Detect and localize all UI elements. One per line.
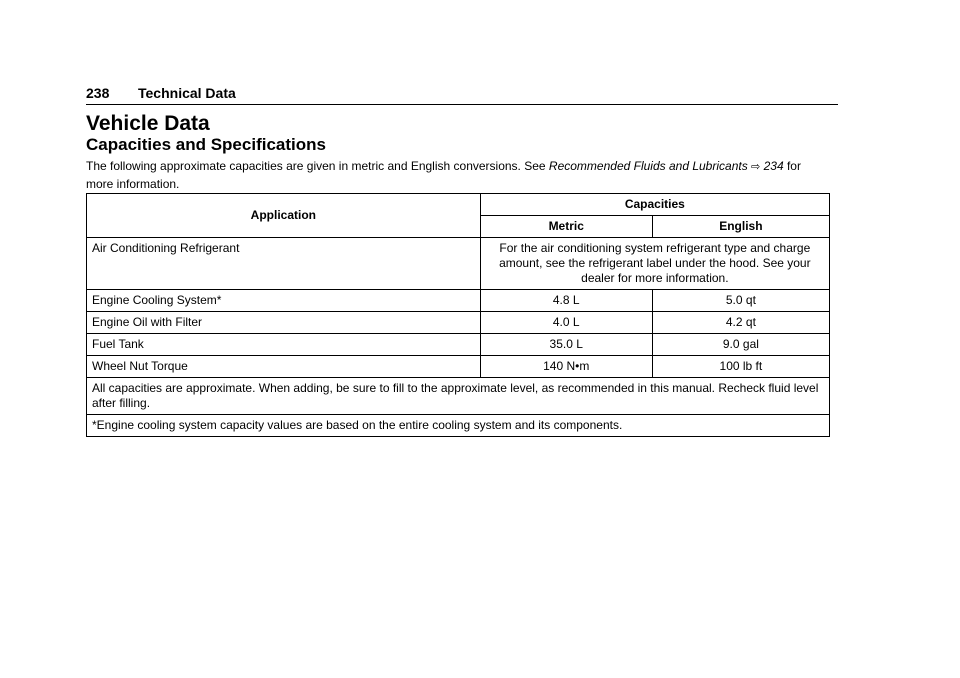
row-english: 4.2 qt <box>652 312 829 334</box>
row-metric: 35.0 L <box>480 334 652 356</box>
section-title: Technical Data <box>138 85 236 101</box>
header-capacities: Capacities <box>480 194 829 216</box>
capacities-table <box>86 193 830 437</box>
row-application: Air Conditioning Refrigerant <box>87 238 481 290</box>
page-ref-arrow-icon: ⇨ <box>751 161 761 173</box>
header-metric: Metric <box>480 216 652 238</box>
page-header <box>86 84 838 105</box>
row-english: 5.0 qt <box>652 290 829 312</box>
intro-text-after: for more information. <box>86 159 801 191</box>
header-english: English <box>652 216 829 238</box>
page-title: Vehicle Data <box>86 112 210 135</box>
row-metric: 4.8 L <box>480 290 652 312</box>
row-application: Wheel Nut Torque <box>87 356 481 378</box>
table-note-row <box>87 378 830 415</box>
table-row <box>87 312 830 334</box>
xref-link[interactable]: Recommended Fluids and Lubricants <box>548 159 748 173</box>
row-application: Engine Cooling System* <box>87 290 481 312</box>
table-header-row <box>87 194 830 216</box>
xref-page[interactable]: 234 <box>763 159 784 173</box>
table-row <box>87 238 830 290</box>
table-note-row <box>87 415 830 437</box>
table-row <box>87 356 830 378</box>
header-application: Application <box>87 194 481 238</box>
row-application: Fuel Tank <box>87 334 481 356</box>
row-application: Engine Oil with Filter <box>87 312 481 334</box>
table-row <box>87 290 830 312</box>
row-english: 9.0 gal <box>652 334 829 356</box>
row-english: 100 lb ft <box>652 356 829 378</box>
intro-paragraph <box>86 158 830 193</box>
table-row <box>87 334 830 356</box>
intro-text-before: The following approximate capacities are given in metric and English conversions. See <box>86 159 549 173</box>
table-note-cooling: *Engine cooling system capacity values are based on the entire cooling system and its components. <box>87 415 830 437</box>
row-metric: 140 N•m <box>480 356 652 378</box>
section-subtitle: Capacities and Specifications <box>86 135 326 154</box>
row-span-text: For the air conditioning system refrigerant type and charge amount, see the refrigerant label under the hood. See your dealer for more information. <box>480 238 829 290</box>
page-number: 238 <box>86 85 110 101</box>
row-metric: 4.0 L <box>480 312 652 334</box>
table-note-approximate: All capacities are approximate. When adding, be sure to fill to the approximate level, as recommended in this manual. Recheck fluid level after filling. <box>87 378 830 415</box>
